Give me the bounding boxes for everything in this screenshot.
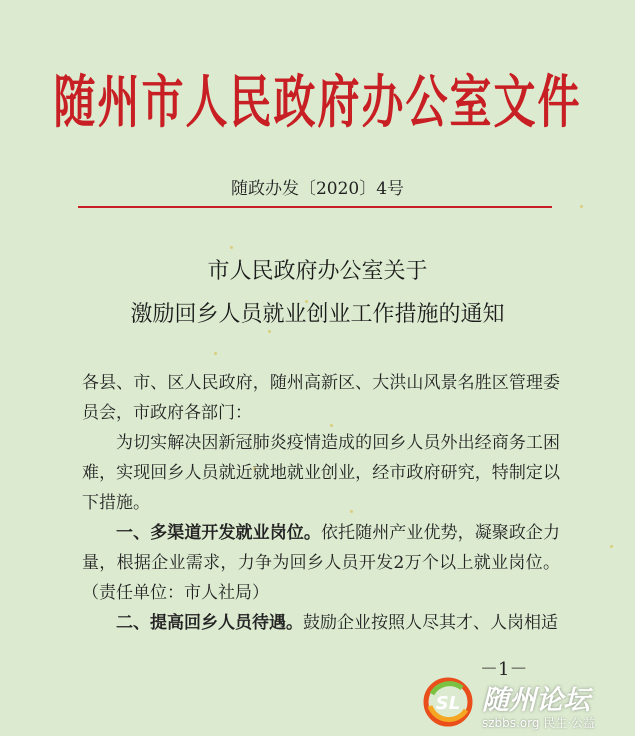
- measure-item-1-text: 依托随州产业优势，凝聚政企力量，根据企业需求，力争为回乡人员开发2万个以上就业岗位。（责任单位：市人社局）: [82, 523, 561, 603]
- forum-logo-icon: [422, 676, 474, 728]
- intro-paragraph: 为切实解决因新冠肺炎疫情造成的回乡人员外出经商务工困难，实现回乡人员就近就地就业创业，经市政府研究，特制定以下措施。: [82, 433, 560, 513]
- measure-item-1: [82, 518, 560, 608]
- paper-speck: [580, 205, 583, 208]
- paper-speck: [214, 352, 217, 355]
- salutation: 各县、市、区人民政府，随州高新区、大洪山风景名胜区管理委员会，市政府各部门：: [82, 373, 560, 423]
- notice-title-line-1: 市人民政府办公室关于: [207, 259, 428, 284]
- forum-watermark: [422, 676, 632, 734]
- forum-watermark-domain: szbbs.org 民生·公益: [482, 716, 596, 730]
- forum-watermark-title: 随州论坛: [482, 685, 590, 716]
- page-number: －1－: [480, 659, 528, 680]
- document-header-title: 随州市人民政府办公室文件: [53, 68, 582, 135]
- measure-item-2-text: 鼓励企业按照人尽其才、人岗相适: [303, 613, 558, 633]
- measure-item-2-heading: 二、提高回乡人员待遇。: [116, 613, 303, 633]
- header-divider: [78, 206, 552, 208]
- document-number: 随政办发〔2020〕4号: [230, 179, 405, 199]
- paper-speck: [268, 330, 271, 333]
- document-body: [82, 368, 560, 638]
- notice-title-line-2: 激励回乡人员就业创业工作措施的通知: [130, 302, 505, 327]
- forum-logo-letters: SL: [435, 693, 461, 714]
- measure-item-1-heading: 一、多渠道开发就业岗位。: [116, 523, 321, 543]
- paper-speck: [230, 246, 233, 249]
- paper-speck: [610, 545, 613, 548]
- measure-item-2: [82, 608, 560, 638]
